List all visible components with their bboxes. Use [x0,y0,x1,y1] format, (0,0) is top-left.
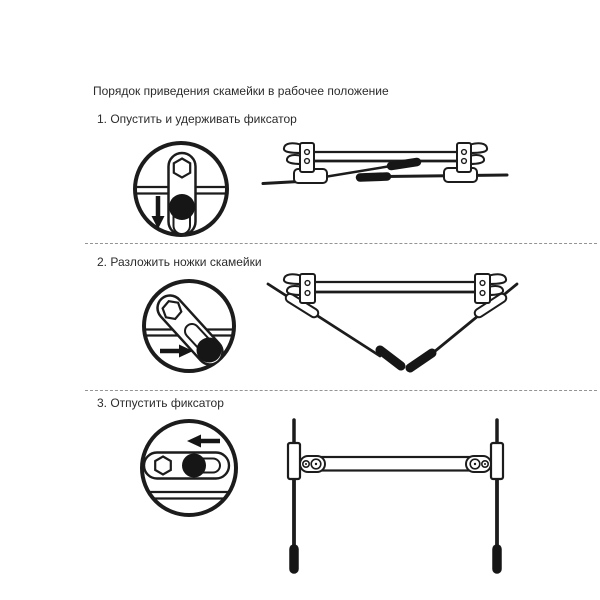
leg-grip [391,162,417,166]
section-divider [85,243,597,244]
latch-pin [197,338,222,363]
bench-unfolding-illustration [262,272,532,377]
hex-bolt-icon [155,457,171,475]
latch-press-down-icon [128,137,233,242]
bench-folded-illustration [258,140,513,190]
latch-pin [182,454,206,478]
seat-beam [321,457,470,471]
leg-foot [410,353,432,368]
bench-assembled-illustration [283,413,508,578]
step-3-label: 3. Отпустить фиксатор [97,396,224,410]
latch-slide-right-icon [139,276,239,376]
page-title: Порядок приведения скамейки в рабочее положение [93,84,389,98]
latch-pin [169,194,195,220]
right-bracket-icon [470,459,488,469]
section-divider [85,390,597,391]
step-2-label: 2. Разложить ножки скамейки [97,255,262,269]
left-leg-sleeve [288,443,300,479]
left-clamp-icon [284,143,314,172]
right-leg-sleeve [491,443,503,479]
latch-release-left-icon [136,416,241,521]
leg-grip [360,177,387,178]
hex-bolt-icon [174,159,190,178]
left-bracket-icon [303,459,321,469]
leg-foot [380,350,401,366]
step-1-label: 1. Опустить и удерживать фиксатор [97,112,297,126]
left-leg-rod [268,284,380,356]
